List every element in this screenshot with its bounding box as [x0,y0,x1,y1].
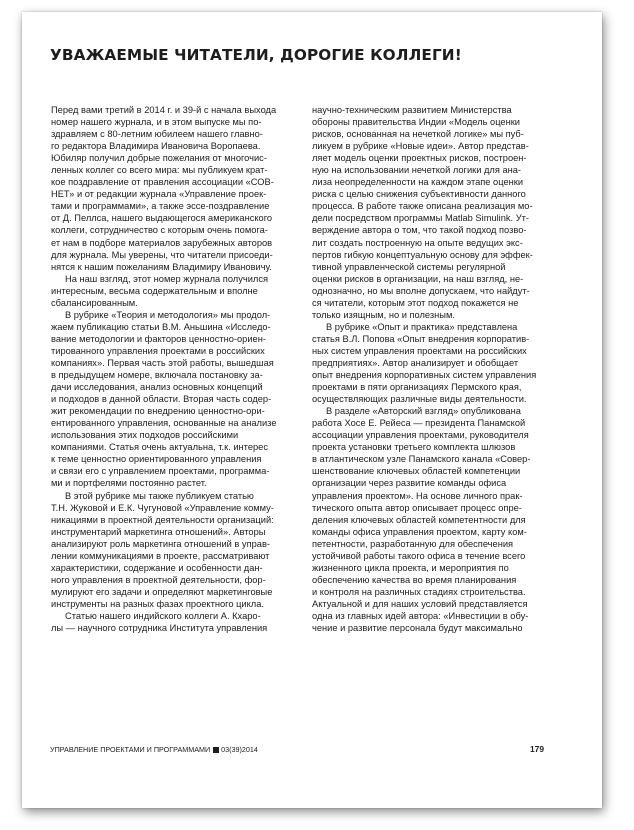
text-line: Перед вами третий в 2014 г. и 39-й с начала выхода [51,105,277,115]
text-line: от Д. Пеллса, нашего выдающегося американского [51,213,273,224]
text-line: го редактора Владимира Ивановича Воропаева. [51,141,261,152]
text-line: На наш взгляд, этот номер журнала получился [65,273,269,284]
text-line: лиза неопределенности на каждом этапе оценки [312,177,524,188]
text-line: обороны правительства Индии «Модель оценки [312,117,520,128]
text-line: В разделе «Авторский взгляд» опубликована [326,406,521,417]
text-line: вание методологии и факторов ценностно-ориен- [51,333,266,344]
text-line: кое поздравление от правления ассоциации «СОВ- [51,177,274,188]
text-line: оценки рисков в организации, на наш взгляд, не- [312,273,524,284]
text-line: ми и портфелями постоянно растет. [51,478,207,489]
journal-name: УПРАВЛЕНИЕ ПРОЕКТАМИ И ПРОГРАММАМИ [50,745,211,754]
text-line: проектами в пяти организациях Пермского края, [312,382,522,393]
text-line: работа Хосе Е. Рейеса — президента Панамской [312,418,526,429]
text-line: одна из главных идей автора: «Инвестиции в обу- [312,610,529,621]
journal-page [22,12,602,808]
text-line: инструментарий маркетинга отношений». Авторы [51,526,266,537]
text-line: тивной управленческой системы регулярной [312,261,506,272]
text-line: жит рекомендации по внедрению ценностно-ори- [51,406,265,417]
text-line: статья В.Л. Попова «Опыт внедрения корпоратив- [312,333,530,344]
text-line: Актуальной и для наших условий представляется [312,598,528,609]
text-line: номер нашего журнала, и в этом выпуске мы по- [51,117,262,128]
text-line: чение и развитие персонала будут максимально [312,623,523,634]
text-line: организации через развитие команды офиса [312,478,507,489]
text-line: в атлантическом узле Панамского канала «Совер- [312,454,531,465]
text-line: устойчивой работы такого офиса в течение всего [312,550,526,561]
text-line: ного управления в проектной деятельности, фор- [51,574,266,585]
text-line: ных систем управления проектами на российских [312,345,527,356]
text-line: ную на использовании нечеткой логики для ана- [312,165,522,176]
text-line: ет нам в подборе материалов зарубежных авторов [51,237,273,248]
text-line: для журнала. Мы уверены, что читатели присоеди- [51,249,273,260]
text-line: анализируют роль маркетинга отношений в управ- [51,538,270,549]
text-line: ляет модель оценки проектных рисков, построен- [312,153,527,164]
square-bullet-icon [213,747,219,753]
text-line: В рубрике «Опыт и практика» представлена [326,321,518,332]
text-line: процесса. В работе также описана реализация мо- [312,201,533,212]
text-line: лит создать построенную на опыте ведущих экс- [312,237,523,248]
text-line: петентности, разработанную для обеспечения [312,538,514,549]
text-line: интересным, весьма содержательным и вполне [51,285,258,296]
text-line: компаниями. Статья очень актуальна, т.к. интерес [51,442,268,453]
text-line: ентированного управления, основанные на анализе [51,418,277,429]
text-line: научно-техническим развитием Министерства [312,105,512,115]
text-line: ликуем в рубрике «Новые идеи». Автор представ- [312,141,529,152]
text-line: тами и программами», а также эссе-поздравление [51,201,270,212]
text-line: жизненного цикла проекта, и мероприятия по [312,562,509,573]
text-line: нятся к нашим пожеланиям Владимиру Ивановичу. [51,261,272,272]
page-footer [50,745,547,754]
text-line: предприятиях». Автор анализирует и обобщает [312,357,519,368]
text-line: мулируют его задачи и определяют маркетинговые [51,586,273,597]
text-line: лении коммуникациями в проекте, рассматривают [51,550,270,561]
text-line: тического опыта автор описывает процесс опре- [312,502,522,513]
text-line: дачи исследования, анализ основных концепций [51,382,263,393]
text-line: осуществляющих различные виды деятельности. [312,394,527,405]
text-line: никациями в проектной деятельности организаций: [51,514,274,525]
text-line: опыт внедрения корпоративных систем управления [312,370,537,381]
text-line: деления ключевых областей компетентности для [312,514,526,525]
text-line: только изящным, но и полезным. [312,309,455,320]
issue-number: 03(39)2014 [221,745,258,754]
text-line: Т.Н. Жуковой и Е.К. Чугуновой «Управление комму- [51,502,274,513]
page-heading: УВАЖАЕМЫЕ ЧИТАТЕЛИ, ДОРОГИЕ КОЛЛЕГИ! [50,46,462,64]
text-line: использования этих подходов российскими [51,430,239,441]
page-number: 179 [530,744,544,754]
text-line: риска с целью снижения субъективности данного [312,189,526,200]
text-line: ленных коллег со всего мира: мы публикуем крат- [51,165,268,176]
text-line: дели посредством программы Matlab Simulink. Ут- [312,213,529,224]
text-line: В этой рубрике мы также публикуем статью [65,490,254,501]
text-line: шенствование ключевых областей компетенции [312,466,521,477]
text-line: и подходов в данной области. Вторая часть содер- [51,394,272,405]
text-column-left [51,104,292,634]
text-line: Юбиляр получил добрые пожелания от многочис- [51,153,267,164]
text-line: к теме ценностно ориентированного управления [51,454,262,465]
text-line: проекта установки третьего комплекта шлюзов [312,442,516,453]
text-line: жаем публикацию статьи В.М. Аньшина «Исследо- [51,321,271,332]
text-line: Статью нашего индийского коллеги А. Кхаро- [65,610,261,621]
text-line: рисков, основанная на нечеткой логике» мы пуб- [312,129,524,140]
text-line: и контроля на различных стадиях строительства. [312,586,526,597]
text-line: пертов гибкую концептуальную основу для эффек- [312,249,533,260]
text-line: здравляем с 80-летним юбилеем нашего главно- [51,129,263,140]
text-line: В рубрике «Теория и методология» мы продол- [65,309,271,320]
text-line: и связи его с управлением проектами, программа- [51,466,270,477]
text-line: управления проектом». На основе личного прак- [312,490,523,501]
text-line: инструменты на разных фазах проектного цикла. [51,598,264,609]
text-line: команды офиса управления проектом, карту ком- [312,526,527,537]
text-line: обеспечению качества во время планирования [312,574,517,585]
text-line: НЕТ» и от редакции журнала «Управление проек- [51,189,267,200]
text-line: тированного управления проектами в российских [51,345,265,356]
text-line: однозначно, но мы вполне допускаем, что найдут- [312,285,530,296]
text-line: верждение автора о том, что такой подход позво- [312,225,527,236]
text-line: лы — научного сотрудника Института управления [51,623,268,634]
text-line: характеристики, содержание и особенности дан- [51,562,263,573]
text-column-right [312,104,553,634]
text-line: ассоциации управления проектами, руководителя [312,430,529,441]
text-line: коллеги, сотрудничество с которым очень помога- [51,225,268,236]
text-line: ся читатели, которым этот подход покажется не [312,297,519,308]
text-line: компаниях». Первая часть этой работы, вышедшая [51,357,274,368]
text-line: сбалансированным. [51,297,138,308]
text-line: в предыдущем номере, включала постановку за- [51,370,263,381]
